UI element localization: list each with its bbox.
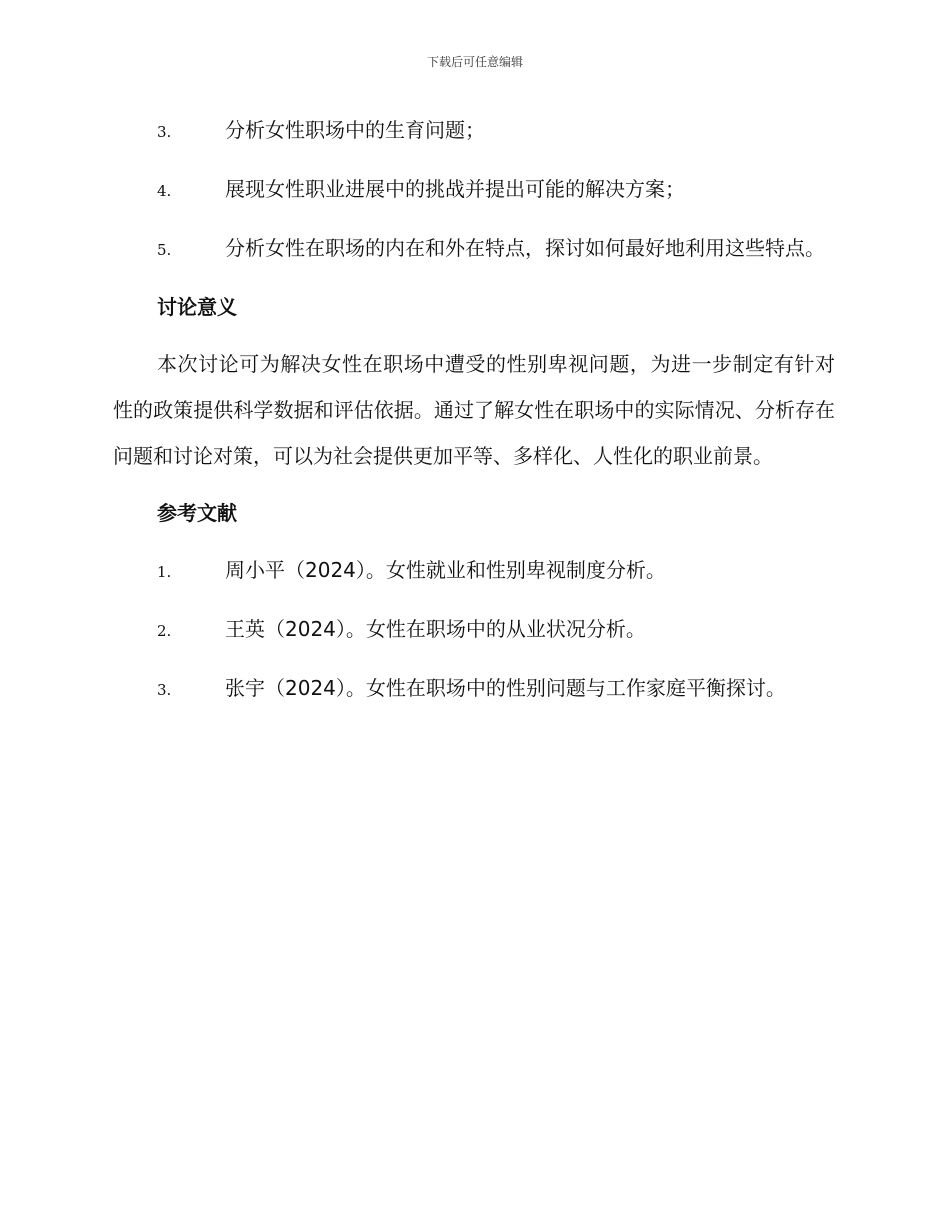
- document-body: [113, 107, 835, 724]
- list-item: [113, 225, 835, 273]
- list-text: 分析女性在职场的内在和外在特点，探讨如何最好地利用这些特点。: [225, 236, 825, 260]
- list-item: [113, 107, 835, 155]
- reference-item: [113, 547, 835, 595]
- page-header: 下载后可任意编辑: [426, 55, 523, 69]
- section-heading-references: 参考文献: [157, 501, 237, 525]
- reference-item: [113, 606, 835, 654]
- significance-paragraph: 本次讨论可为解决女性在职场中遭受的性别卑视问题，为进一步制定有针对性的政策提供科学数据和评估依据。通过了解女性在职场中的实际情况、分析存在问题和讨论对策，可以为社会提供更加平等、多样化、人性化的职业前景。: [113, 352, 835, 468]
- reference-item: [113, 665, 835, 713]
- list-number: 5.: [157, 241, 172, 259]
- list-number: 4.: [157, 182, 172, 200]
- reference-number: 2.: [157, 622, 172, 640]
- reference-text: 张宇（2024）。女性在职场中的性别问题与工作家庭平衡探讨。: [225, 676, 786, 700]
- list-text: 展现女性职业进展中的挑战并提出可能的解决方案；: [225, 177, 685, 201]
- section-heading-significance: 讨论意义: [157, 295, 237, 319]
- reference-text: 周小平（2024）。女性就业和性别卑视制度分析。: [225, 558, 666, 582]
- list-item: [113, 166, 835, 214]
- reference-number: 1.: [157, 563, 172, 581]
- reference-number: 3.: [157, 681, 172, 699]
- list-number: 3.: [157, 123, 172, 141]
- list-text: 分析女性职场中的生育问题；: [225, 118, 485, 142]
- reference-text: 王英（2024）。女性在职场中的从业状况分析。: [225, 617, 646, 641]
